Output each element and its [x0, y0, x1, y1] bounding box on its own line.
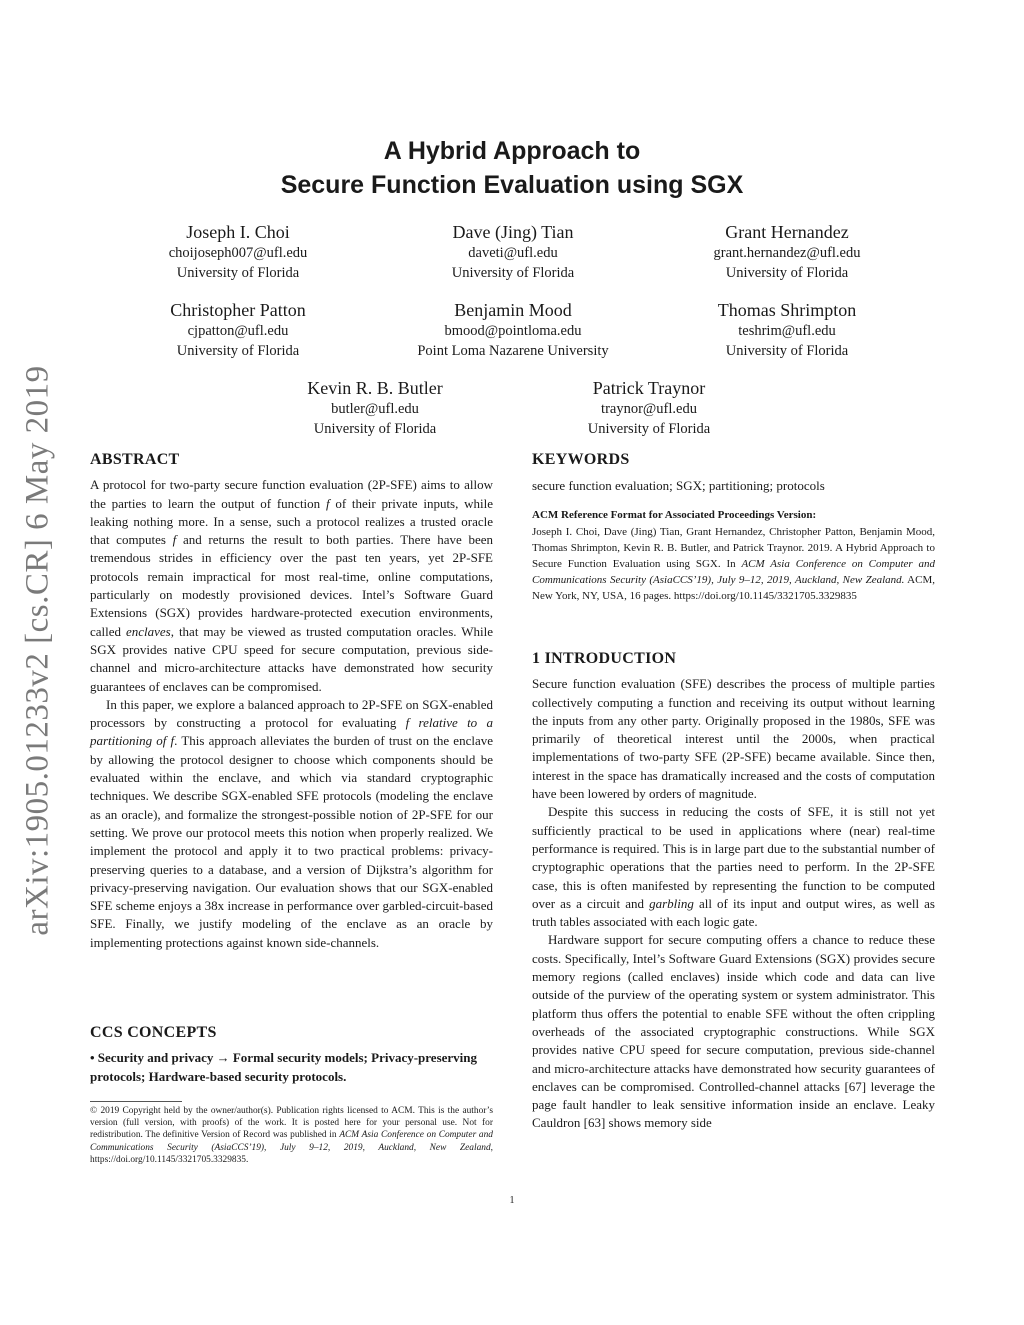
abstract-paragraph	[90, 696, 493, 952]
author-name: Thomas Shrimpton	[717, 300, 857, 320]
author-block	[637, 221, 937, 283]
author-block	[499, 377, 799, 439]
copyright-footnote	[90, 1105, 493, 1166]
reference-text: Joseph I. Choi, Dave (Jing) Tian, Grant Hernandez, Christopher Patton, Benjamin Mood, Thomas Shrimpton, Kevin R. B. Butler, and Patrick Traynor. 2019. A Hybrid Approach to Secure Function Evaluation using SGX. In	[532, 526, 935, 571]
author-block	[637, 299, 937, 361]
author-email: cjpatton@ufl.edu	[187, 323, 289, 339]
math-f: f	[405, 715, 410, 731]
author-affiliation: University of Florida	[176, 343, 300, 359]
author-email: butler@ufl.edu	[331, 401, 419, 417]
arxiv-stamp	[15, 352, 61, 948]
intro-paragraph	[532, 803, 935, 931]
author-email: teshrim@ufl.edu	[738, 323, 836, 339]
reference-venue: ACM Asia Conference on Computer and Communications Security (AsiaCCS’19), July 9–12, 2019, Auckland, New Zealand.	[532, 558, 935, 587]
paper-title	[0, 134, 1024, 202]
introduction-heading: 1 INTRODUCTION	[532, 650, 677, 667]
intro-text: all of its input and output wires, as well as truth tables associated with each logic gate.	[532, 895, 935, 930]
author-block	[225, 377, 525, 439]
author-name: Benjamin Mood	[454, 300, 572, 320]
keywords-text: secure function evaluation; SGX; partitioning; protocols	[532, 478, 825, 494]
ccs-section	[90, 1024, 493, 1042]
author-affiliation: University of Florida	[451, 265, 575, 281]
author-affiliation: Point Loma Nazarene University	[417, 343, 609, 359]
intro-text: Despite this success in reducing the costs of SFE, it is still not yet sufficiently practical to be used in applications where (near) real-time performance is required. This is in large part due to the substantial number of cryptographic operations that the parties need to perform. In the 2P-SFE case, this is often manifested by representing the function to be computed over as a circuit and	[532, 804, 935, 911]
copyright-text: , https://doi.org/10.1145/3321705.3329835.	[90, 1142, 493, 1165]
arxiv-stamp-text: arXiv:1905.01233v2 [cs.CR] 6 May 2019	[19, 364, 56, 936]
acm-reference-heading: ACM Reference Format for Associated Proceedings Version:	[532, 509, 817, 521]
copyright-text: © 2019 Copyright held by the owner/author(s). Publication rights licensed to ACM. This is the author’s version (full version, with proofs) of the work. It is posted here for your personal use. Not for redistribution. The definitive Version of Record was published in	[90, 1106, 493, 1141]
author-block	[363, 299, 663, 361]
author-block	[88, 299, 388, 361]
copyright-venue: ACM Asia Conference on Computer and Communications Security (AsiaCCS’19), July 9–12, 2019, Auckland, New Zealand	[90, 1130, 493, 1153]
emph-garbling: garbling	[649, 895, 694, 911]
math-f: f	[325, 495, 330, 511]
author-name: Grant Hernandez	[725, 222, 849, 242]
emph-relative: relative to a partitioning of	[90, 715, 493, 749]
author-name: Dave (Jing) Tian	[452, 222, 574, 242]
author-block	[88, 221, 388, 283]
author-name: Patrick Traynor	[592, 378, 706, 398]
abstract-text: A protocol for two-party secure function evaluation (2P-SFE) aims to allow the parties to learn the output of function	[90, 477, 493, 511]
abstract-section	[90, 451, 493, 952]
math-f: f	[172, 532, 177, 548]
abstract-text: . This approach alleviates the burden of trust on the enclave by allowing the protocol designer to choose which components should be evaluated within the enclave, and which via standard cryptographic techniques. We describe SGX-enabled SFE protocols (modeling the enclave as an oracle), and formalize the strongest-possible notion of 2P-SFE for our setting. We prove our protocol meets this notion when properly realized. We implement the protocol and apply it to two practical problems: privacy-preserving queries to a database, and a version of Dijkstra’s algorithm for privacy-preserving navigation. Our evaluation shows that our SGX-enabled SFE scheme enjoys a 38x increase in performance over garbled-circuit-based SFE. Finally, we justify modeling of the enclave as an oracle by implementing protections against known side-channels.	[90, 733, 493, 950]
keywords-section	[532, 451, 935, 496]
author-email: traynor@ufl.edu	[601, 401, 697, 417]
author-email: bmood@pointloma.edu	[444, 323, 582, 339]
author-name: Joseph I. Choi	[186, 222, 290, 242]
title-line-2: Secure Function Evaluation using SGX	[280, 171, 744, 199]
ccs-heading: CCS CONCEPTS	[90, 1024, 217, 1041]
author-affiliation: University of Florida	[725, 343, 849, 359]
abstract-paragraph	[90, 476, 493, 696]
keywords-heading: KEYWORDS	[532, 451, 630, 468]
acm-reference-section	[532, 506, 935, 604]
intro-paragraph: Hardware support for secure computing offers a chance to reduce these costs. Specifically, Intel’s Software Guard Extensions (SGX) provides secure memory regions (called enclaves) inside which code and data can live outside of the purview of the operating system or system administrator. This platform thus offers the potential to enable SFE without the often crippling overheads of the associated cryptographic constructions. While SGX provides native CPU speed for secure computation, previous side-channel and micro-architecture attacks have demonstrated how security guarantees of enclaves can be compromised. Controlled-channel attacks [67] leverage the page fault handler to leak sensitive information inside an enclave. Leaky Cauldron [63] shows memory side	[532, 932, 935, 1131]
author-block	[363, 221, 663, 283]
author-affiliation: University of Florida	[176, 265, 300, 281]
author-email: daveti@ufl.edu	[468, 245, 558, 261]
abstract-heading: ABSTRACT	[90, 451, 180, 468]
author-name: Christopher Patton	[170, 300, 306, 320]
author-name: Kevin R. B. Butler	[307, 378, 443, 398]
math-f: f	[170, 733, 175, 749]
title-line-1: A Hybrid Approach to	[383, 137, 641, 165]
footnote-rule	[90, 1101, 182, 1102]
introduction-section	[532, 650, 935, 1133]
author-affiliation: University of Florida	[725, 265, 849, 281]
abstract-text: , that may be viewed as trusted computation oracles. While SGX provides native CPU speed for secure computation, previous side-channel and micro-architecture attacks have demonstrated how security guarantees of enclaves can be compromised.	[90, 623, 493, 694]
ccs-concepts-text: • Security and privacy → Formal security models; Privacy-preserving protocols; Hardware-based security protocols.	[90, 1050, 478, 1084]
acm-reference-text	[532, 524, 935, 604]
author-email: grant.hernandez@ufl.edu	[713, 245, 861, 261]
author-email: choijoseph007@ufl.edu	[168, 245, 308, 261]
author-affiliation: University of Florida	[313, 421, 437, 437]
emph-enclaves: enclaves	[125, 623, 171, 639]
abstract-text: In this paper, we explore a balanced approach to 2P-SFE on SGX-enabled processors by constructing a protocol for evaluating	[90, 696, 493, 731]
reference-text: ACM, New York, NY, USA, 16 pages. https://doi.org/10.1145/3321705.3329835	[532, 574, 935, 603]
abstract-text: and returns the result to both parties. There have been tremendous strides in efficiency over the past ten years, yet 2P-SFE protocols remain impractical for most real-time, online computations, particularly on modestly provisioned devices. Intel’s Software Guard Extensions (SGX) provides hardware-protected execution environments, called	[90, 532, 493, 639]
abstract-text: of their private inputs, while leaking nothing more. In a sense, such a protocol realizes a trusted oracle that computes	[90, 495, 493, 548]
author-affiliation: University of Florida	[587, 421, 711, 437]
page-number: 1	[509, 1195, 515, 1206]
intro-paragraph: Secure function evaluation (SFE) describes the process of multiple parties collectively computing a function and receiving its output without learning the inputs from any other party. Originally proposed in the 1980s, SFE was primarily of theoretical interest until the 2000s, when practical implementations of two-party SFE (2P-SFE) became available. Since then, interest in the space has dramatically increased and the costs of computation have been lowered by orders of magnitude.	[532, 676, 935, 802]
